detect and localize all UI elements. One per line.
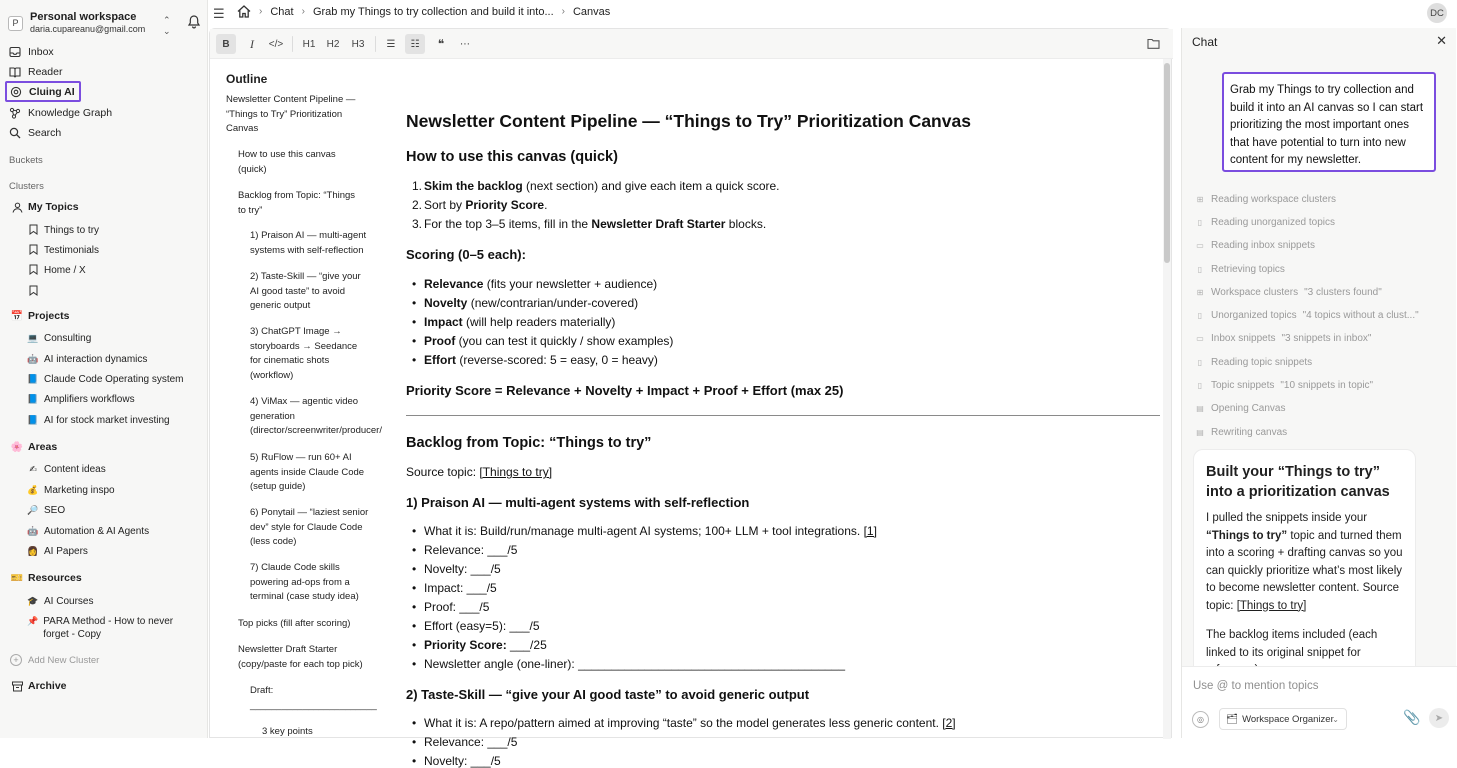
book-icon: [8, 65, 22, 79]
editor-scrollbar[interactable]: [1163, 59, 1171, 739]
inbox-icon: ▭: [1196, 241, 1204, 250]
doc-heading: 1) Praison AI — multi-agent systems with self-reflection: [406, 495, 750, 510]
project-item[interactable]: [27, 414, 170, 427]
outline-item[interactable]: Newsletter Draft Starter (copy/paste for each top pick): [238, 644, 363, 670]
bullet-list-button[interactable]: ☰: [386, 38, 396, 50]
source-link[interactable]: [Things to try]: [479, 465, 553, 479]
outline-item[interactable]: 1) Praison AI — multi-agent systems with self-reflection: [250, 230, 367, 256]
nav-reader-label: Reader: [28, 66, 63, 78]
italic-button[interactable]: I: [250, 36, 254, 51]
cluster-areas-label: Areas: [28, 441, 58, 453]
ai-icon: [9, 85, 23, 99]
tool-step[interactable]: ▭ Inbox snippets "3 snippets in inbox": [1196, 333, 1372, 344]
outline-item[interactable]: 3 key points: [262, 726, 313, 737]
nav-inbox[interactable]: [8, 43, 54, 61]
list-item: • Impact: ___/5: [424, 581, 497, 595]
canvas-editor: [209, 28, 1172, 768]
toolbar-divider: [375, 36, 376, 52]
close-icon[interactable]: ✕: [1436, 33, 1447, 48]
chevron-right-icon: ›: [301, 6, 305, 17]
doc-heading: Scoring (0–5 each):: [406, 247, 526, 262]
area-item-label: Content ideas: [44, 464, 106, 475]
person-icon: [10, 202, 24, 213]
attach-icon[interactable]: 📎: [1403, 709, 1421, 725]
topic-item[interactable]: [27, 285, 44, 296]
project-item[interactable]: [27, 332, 91, 345]
grid-icon: ⊞: [1196, 195, 1204, 204]
chat-input[interactable]: Use @ to mention topics: [1193, 680, 1319, 692]
book-icon: 📘: [27, 415, 39, 425]
chevron-updown-icon: ⌃ ⌄: [163, 15, 171, 36]
project-item-label: AI interaction dynamics: [44, 354, 148, 365]
resource-item-label: PARA Method - How to never forget - Copy: [43, 616, 174, 640]
area-item[interactable]: [27, 484, 115, 497]
doc-formula: Priority Score = Relevance + Novelty + Impact + Proof + Effort (max 25): [406, 383, 844, 398]
robot-icon: 🤖: [27, 526, 39, 536]
heading3-button[interactable]: H3: [351, 38, 365, 50]
area-item-label: AI Papers: [44, 546, 88, 557]
agent-select[interactable]: [1219, 708, 1347, 730]
chat-title: Chat: [1192, 35, 1218, 49]
resource-item[interactable]: [27, 615, 187, 641]
reference-link[interactable]: [1]: [863, 524, 877, 538]
workspace-avatar: P: [8, 16, 23, 31]
list-item: • Novelty: ___/5: [424, 754, 501, 768]
graduation-cap-icon: 🎓: [27, 596, 39, 606]
tool-step[interactable]: ▯ Unorganized topics "4 topics without a clust...": [1195, 310, 1419, 321]
bookmark-icon: ▯: [1197, 358, 1203, 367]
cluster-projects[interactable]: [10, 310, 69, 322]
briefcase-icon: 🗂: [1226, 713, 1239, 725]
magnifier-icon: 🔎: [27, 505, 39, 515]
breadcrumb: [237, 5, 610, 18]
bookmark-icon: ▯: [1197, 265, 1203, 274]
area-item-label: Marketing inspo: [44, 485, 115, 496]
outline-item[interactable]: 3) ChatGPT Image → storyboards → Seedance for cinematic shots (workflow): [250, 326, 358, 381]
menu-icon[interactable]: ☰: [213, 6, 225, 21]
area-item[interactable]: [27, 525, 149, 538]
project-item-label: AI for stock market investing: [44, 415, 170, 426]
list-item: 1. Skim the backlog (next section) and give each item a quick score.: [412, 179, 780, 193]
outline-item[interactable]: 6) Ponytail — “laziest senior dev” style for Claude Code (less code): [250, 507, 369, 547]
outline-item[interactable]: 2) Taste-Skill — “give your AI good taste” to avoid generic output: [250, 271, 361, 311]
nav-search-label: Search: [28, 127, 62, 139]
ordered-list-button[interactable]: ☷: [405, 34, 425, 54]
user-avatar[interactable]: DC: [1427, 3, 1447, 23]
nav-reader[interactable]: [8, 63, 62, 81]
sidebar: [0, 0, 208, 738]
assistant-message-title: Built your “Things to try” into a prioritization canvas: [1206, 464, 1390, 500]
ticket-icon: 🎫: [10, 572, 24, 584]
more-button[interactable]: ⋯: [460, 38, 470, 50]
agent-select-value: Workspace Organizer: [1242, 713, 1334, 725]
list-item: • Relevance: ___/5: [424, 735, 517, 749]
project-item-label: Amplifiers workflows: [44, 394, 135, 405]
workspace-name: Personal workspace: [30, 11, 137, 23]
tool-step[interactable]: ▯ Reading unorganized topics: [1195, 217, 1341, 228]
inbox-icon: [8, 45, 22, 59]
document-body[interactable]: [406, 59, 1162, 768]
list-item: • Effort (reverse-scored: 5 = easy, 0 = heavy): [424, 353, 658, 367]
chevron-right-icon: ›: [561, 6, 565, 17]
code-button[interactable]: </>: [268, 38, 284, 50]
list-item: 3. For the top 3–5 items, fill in the Newsletter Draft Starter blocks.: [412, 217, 767, 231]
outline-item[interactable]: Backlog from Topic: “Things to try”: [238, 190, 356, 216]
project-item[interactable]: [27, 373, 184, 386]
breadcrumb-canvas: Canvas: [572, 5, 611, 18]
resource-item-label: AI Courses: [44, 596, 94, 607]
outline-item[interactable]: How to use this canvas (quick): [238, 149, 336, 175]
user-message: Grab my Things to try collection and build it into an AI canvas so I can start prioritizing the most important ones that have potential to turn into new content for my newsletter.: [1222, 72, 1436, 172]
list-item: • Priority Score: ___/25: [424, 638, 547, 652]
chat-panel: [1181, 28, 1456, 738]
tool-step[interactable]: ▯ Topic snippets "10 snippets in topic": [1195, 380, 1373, 391]
resource-item[interactable]: [27, 595, 93, 608]
cluster-areas[interactable]: [10, 441, 57, 453]
doc-heading: How to use this canvas (quick): [406, 149, 618, 165]
nav-cluing-ai[interactable]: [5, 81, 81, 102]
person-icon: 👩: [27, 546, 39, 556]
topic-link[interactable]: [Things to try]: [1236, 599, 1307, 612]
nav-knowledge-graph-label: Knowledge Graph: [28, 107, 113, 119]
nav-archive[interactable]: [10, 680, 67, 692]
scrollbar-thumb[interactable]: [1164, 63, 1170, 263]
outline-item[interactable]: 4) ViMax — agentic video generation (director/screenwriter/producer/: [250, 396, 382, 436]
topic-item[interactable]: [27, 224, 99, 237]
project-item-label: Consulting: [44, 333, 92, 344]
quote-button[interactable]: ❝: [437, 37, 445, 51]
top-bar: [209, 0, 1456, 26]
workspace-switcher[interactable]: [8, 9, 200, 37]
money-bag-icon: 💰: [27, 485, 39, 495]
outline-item[interactable]: ________________________: [250, 700, 377, 711]
bookmark-icon: ▯: [1197, 218, 1203, 227]
list-item: • Proof (you can test it quickly / show examples): [424, 334, 673, 348]
list-item: • Newsletter angle (one-liner): ________________________________________: [424, 657, 845, 671]
nav-archive-label: Archive: [28, 680, 67, 692]
chevron-right-icon: ›: [259, 6, 263, 17]
canvas-icon: ▤: [1196, 428, 1204, 437]
search-icon: [8, 126, 22, 140]
outline-panel: [210, 59, 390, 739]
tool-step[interactable]: ⊞ Reading workspace clusters: [1196, 194, 1337, 205]
area-item[interactable]: [27, 504, 65, 517]
topic-item-label: Things to try: [44, 225, 100, 236]
tool-step[interactable]: ▯ Reading topic snippets: [1195, 357, 1318, 368]
graph-icon: [8, 106, 22, 120]
doc-heading: 2) Taste-Skill — “give your AI good taste” to avoid generic output: [406, 687, 810, 702]
inbox-icon: ▭: [1196, 334, 1204, 343]
book-icon: 📘: [27, 394, 39, 404]
area-item-label: SEO: [44, 505, 66, 516]
tool-step[interactable]: ▭ Reading inbox snippets: [1196, 240, 1315, 251]
add-cluster-label: Add New Cluster: [28, 654, 100, 666]
writing-icon: ✍: [29, 464, 37, 474]
flower-icon: 🌸: [10, 441, 24, 453]
bookmark-icon: [27, 264, 39, 275]
heading2-button[interactable]: H2: [326, 38, 340, 50]
grid-icon: ⊞: [1196, 288, 1204, 297]
project-item[interactable]: [27, 393, 135, 406]
project-item[interactable]: [27, 353, 147, 366]
nav-inbox-label: Inbox: [28, 46, 54, 58]
pin-icon: 📌: [27, 616, 39, 626]
breadcrumb-chat[interactable]: Chat: [270, 5, 294, 18]
home-icon[interactable]: [237, 5, 251, 18]
area-item[interactable]: [27, 463, 106, 476]
assistant-message: [1193, 449, 1416, 667]
topic-item[interactable]: [27, 264, 86, 277]
canvas-icon: ▤: [1196, 404, 1204, 413]
tool-step[interactable]: ▤ Opening Canvas: [1196, 403, 1286, 414]
chat-composer: [1182, 666, 1457, 738]
topic-item[interactable]: [27, 244, 99, 257]
assistant-message-text: The backlog items included (each linked to its original snippet for: [1206, 629, 1378, 659]
nav-knowledge-graph[interactable]: [8, 104, 112, 122]
buckets-label: Buckets: [9, 155, 43, 166]
area-item-label: Automation & AI Agents: [44, 526, 150, 537]
cluster-my-topics-label: My Topics: [28, 201, 79, 213]
editor-toolbar: [210, 29, 1173, 59]
list-item: • Relevance (fits your newsletter + audience): [424, 277, 657, 291]
robot-icon: 🤖: [27, 354, 39, 364]
bold-button[interactable]: B: [216, 34, 236, 54]
outline-item[interactable]: Top picks (fill after scoring): [238, 618, 351, 629]
source-line: Source topic: [Things to try]: [406, 465, 553, 479]
folder-icon[interactable]: [1147, 38, 1160, 49]
outline-item[interactable]: 7) Claude Code skills powering ad-ops from a terminal (case study idea): [250, 562, 359, 602]
laptop-icon: 💻: [27, 333, 39, 343]
add-cluster-button[interactable]: [10, 654, 99, 666]
heading1-button[interactable]: H1: [302, 38, 316, 50]
list-item: 2. Sort by Priority Score.: [412, 198, 548, 212]
tool-step[interactable]: ⊞ Workspace clusters "3 clusters found": [1196, 287, 1382, 298]
breadcrumb-conversation[interactable]: Grab my Things to try collection and build it into...: [312, 5, 554, 18]
list-item: • What it is: Build/run/manage multi-agent AI systems; 100+ LLM + tool integrations. [1]: [424, 524, 877, 538]
outline-title: Outline: [226, 72, 268, 86]
doc-heading: Backlog from Topic: “Things to try”: [406, 435, 652, 451]
book-icon: 📘: [27, 374, 39, 384]
workspace-email: daria.cupareanu@gmail.com: [30, 24, 146, 34]
area-item[interactable]: [27, 545, 88, 558]
divider: [406, 415, 1160, 416]
settings-icon[interactable]: ◎: [1192, 711, 1209, 728]
calendar-icon: 📅: [10, 310, 24, 322]
assistant-message-text: I pulled the snippets inside your “Things to try” topic and turned them into a scoring + drafting canvas so you can quickly prioritize what’s most likely to become newsletter content. Source topic: [Things to try]: [1206, 512, 1403, 612]
topic-item-label: Home / X: [44, 265, 86, 276]
plus-icon: +: [10, 654, 22, 666]
outline-item[interactable]: 5) RuFlow — run 60+ AI agents inside Claude Code (setup guide): [250, 452, 365, 492]
cluster-resources-label: Resources: [28, 572, 82, 584]
list-item: • Relevance: ___/5: [424, 543, 517, 557]
send-button[interactable]: ➤: [1429, 708, 1449, 728]
doc-title: Newsletter Content Pipeline — “Things to Try” Prioritization Canvas: [406, 111, 971, 131]
nav-search[interactable]: [8, 124, 61, 142]
list-item: • Impact (will help readers materially): [424, 315, 615, 329]
chevron-down-icon: ⌄: [1332, 714, 1339, 724]
bell-icon[interactable]: [186, 14, 202, 30]
cluster-resources[interactable]: [10, 572, 82, 584]
outline-item[interactable]: Newsletter Content Pipeline — “Things to Try” Prioritization Canvas: [226, 94, 356, 134]
toolbar-divider: [292, 36, 293, 52]
topic-item-label: Testimonials: [44, 245, 100, 256]
list-item: • Novelty: ___/5: [424, 562, 501, 576]
bookmark-icon: [27, 224, 39, 235]
list-item: • Proof: ___/5: [424, 600, 489, 614]
list-item: • What it is: A repo/pattern aimed at improving “taste” so the model generates less generic content. [2]: [424, 716, 956, 730]
outline-item[interactable]: Draft:: [250, 685, 274, 696]
bookmark-icon: [27, 244, 39, 255]
cluster-my-topics[interactable]: [10, 201, 79, 213]
tool-step[interactable]: ▤ Rewriting canvas: [1196, 427, 1288, 438]
nav-cluing-ai-label: Cluing AI: [29, 85, 75, 98]
reference-link[interactable]: [2]: [942, 716, 956, 730]
list-item: • Novelty (new/contrarian/under-covered): [424, 296, 638, 310]
bookmark-icon: [27, 285, 39, 296]
cluster-projects-label: Projects: [28, 310, 70, 322]
bookmark-icon: ▯: [1197, 381, 1203, 390]
clusters-label: Clusters: [9, 181, 44, 192]
archive-icon: [10, 681, 24, 692]
tool-step[interactable]: ▯ Retrieving topics: [1195, 264, 1291, 275]
bookmark-icon: ▯: [1197, 311, 1203, 320]
list-item: • Effort (easy=5): ___/5: [424, 619, 540, 633]
project-item-label: Claude Code Operating system: [44, 374, 184, 385]
